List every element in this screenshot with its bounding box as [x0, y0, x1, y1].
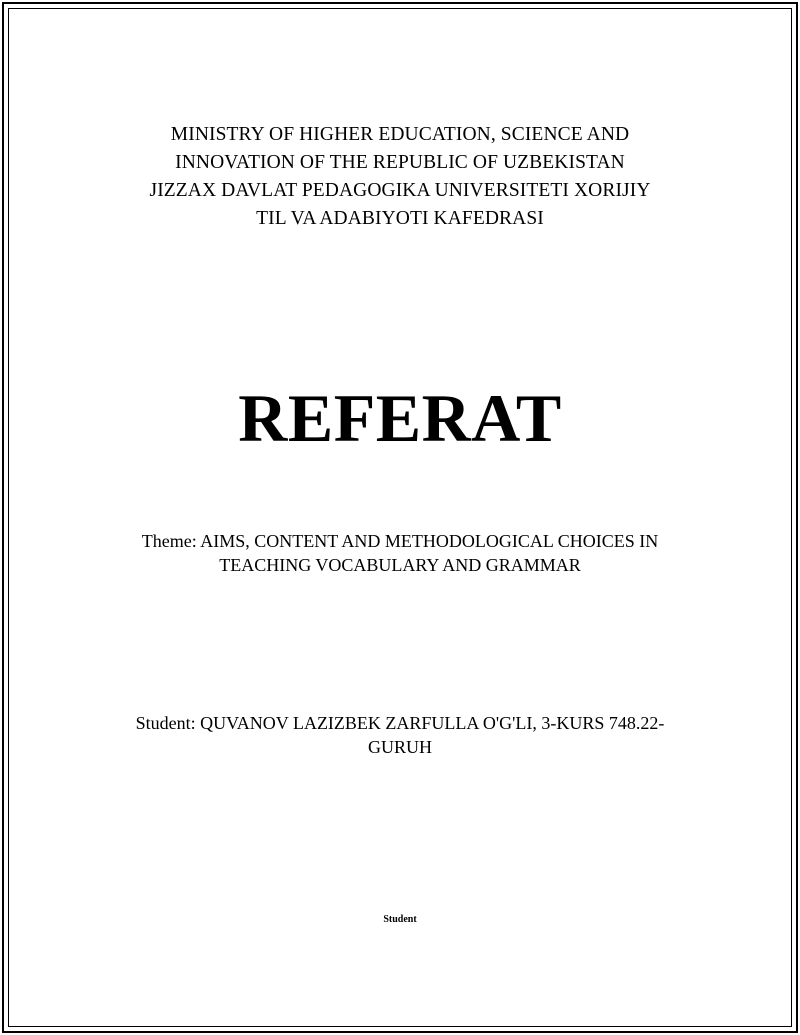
institution-header: [0, 121, 800, 233]
header-line-4: TIL VA ADABIYOTI KAFEDRASI: [256, 208, 544, 229]
theme-text: Theme: AIMS, CONTENT AND METHODOLOGICAL CHOICES IN TEACHING VOCABULARY AND GRAMMAR: [141, 531, 659, 575]
header-line-2: INNOVATION OF THE REPUBLIC OF UZBEKISTAN: [175, 152, 625, 173]
document-title: REFERAT: [238, 380, 562, 456]
header-line-1: MINISTRY OF HIGHER EDUCATION, SCIENCE AND: [170, 124, 630, 145]
student-info: Student: QUVANOV LAZIZBEK ZARFULLA O'G'LI, 3-KURS 748.22-GURUH: [135, 713, 665, 757]
footer-label: Student: [383, 914, 417, 925]
header-line-3: JIZZAX DAVLAT PEDAGOGIKA UNIVERSITETI XORIJIY: [149, 180, 651, 201]
